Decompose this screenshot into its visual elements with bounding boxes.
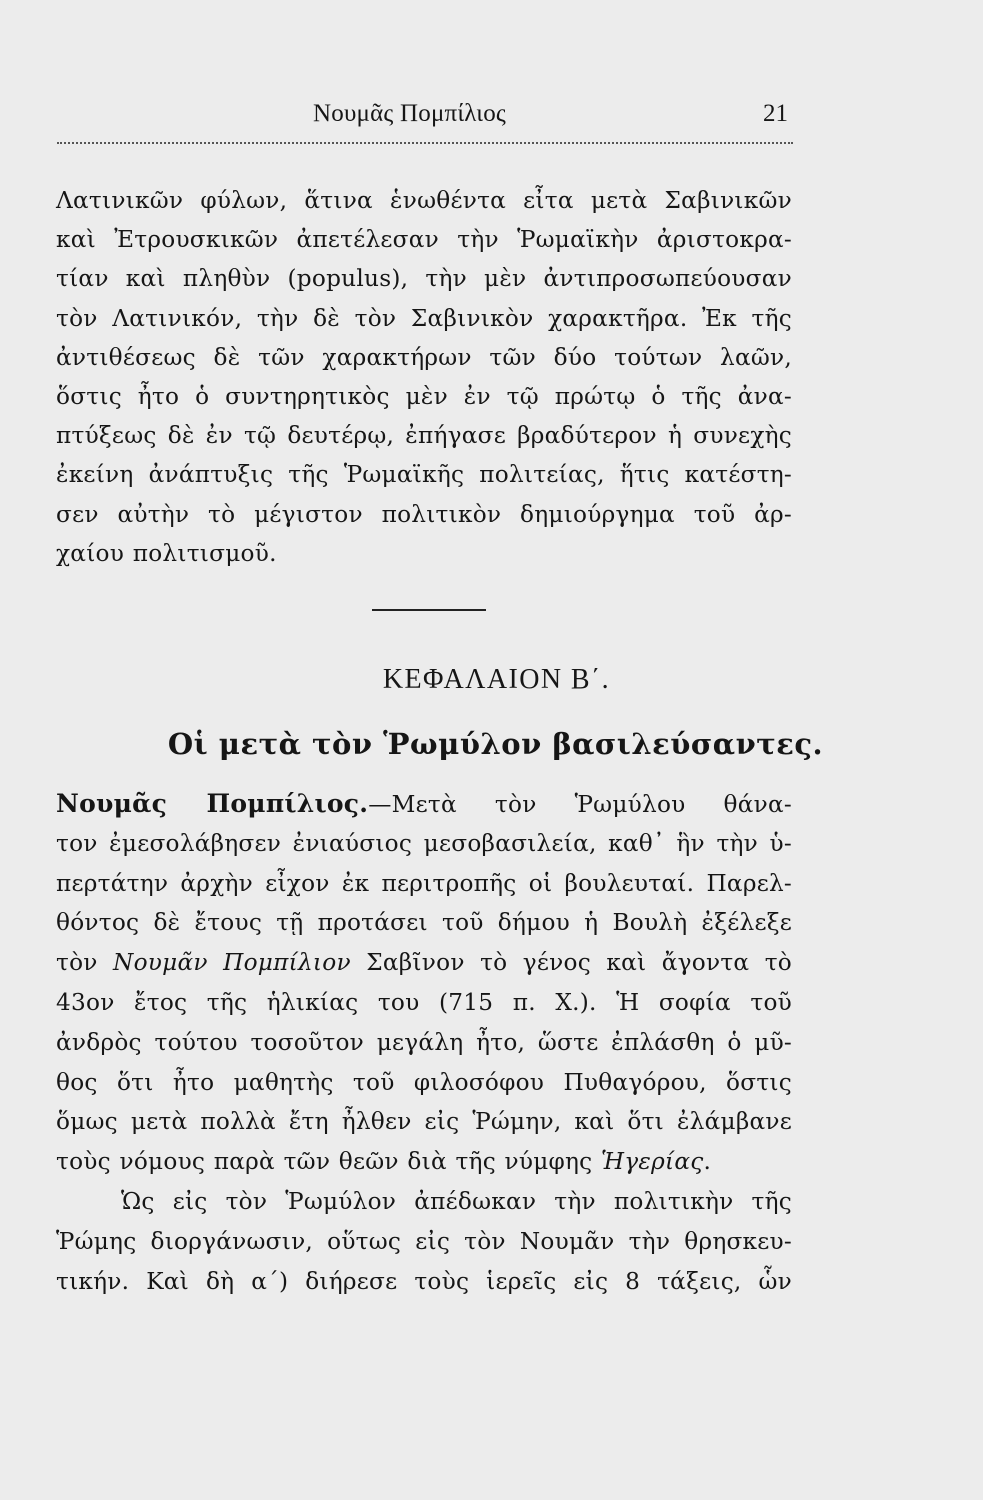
text-line: πτύξεως δὲ ἐν τῷ δευτέρῳ, ἐπήγασε βραδύτερον ἡ συνεχὴς bbox=[56, 422, 792, 450]
text-line: τίαν καὶ πληθὺν (populus), τὴν μὲν ἀντιπροσωπεύουσαν bbox=[56, 265, 792, 293]
section-first-line bbox=[56, 784, 792, 824]
run-in-heading: Νουμᾶς Πομπίλιος. bbox=[56, 789, 369, 818]
italic-egeria: Ἡγερίας bbox=[601, 1148, 704, 1176]
running-header bbox=[0, 96, 983, 136]
text-line: περτάτην ἀρχὴν εἶχον ἐκ περιτροπῆς οἱ βουλευταί. Παρελ- bbox=[56, 869, 792, 897]
text-line: καὶ Ἐτρουσκικῶν ἀπετέλεσαν τὴν Ῥωμαϊκὴν ἀριστοκρα- bbox=[56, 226, 792, 254]
running-title: Νουμᾶς Πομπίλιος bbox=[313, 100, 507, 127]
name-line-prefix: τὸν bbox=[56, 949, 114, 977]
header-dotted-rule bbox=[57, 142, 793, 144]
text-line: τικήν. Καὶ δὴ α΄) διήρεσε τοὺς ἱερεῖς εἰς 8 τάξεις, ὧν bbox=[56, 1267, 792, 1295]
egeria-line bbox=[56, 1142, 792, 1182]
text-line: τον ἐμεσολάβησεν ἐνιαύσιος μεσοβασιλεία, καθ᾿ ἣν τὴν ὑ- bbox=[56, 829, 792, 857]
text-line: ὅστις ἦτο ὁ συντηρητικὸς μὲν ἐν τῷ πρώτῳ ὁ τῆς ἀνα- bbox=[56, 382, 792, 410]
chapter-heading: ΚΕΦΑΛΑΙΟΝ Β΄. bbox=[382, 664, 611, 695]
text-line: 43ον ἔτος τῆς ἡλικίας του (715 π. Χ.). Ἡ σοφία τοῦ bbox=[56, 988, 792, 1016]
text-line: ἐκείνη ἀνάπτυξις τῆς Ῥωμαϊκῆς πολιτείας, ἥτις κατέστη- bbox=[56, 461, 792, 489]
section-body bbox=[56, 784, 792, 1301]
italic-name: Νουμᾶν Πομπίλιον bbox=[113, 949, 351, 977]
text-line: ἀντιθέσεως δὲ τῶν χαρακτήρων τῶν δύο τούτων λαῶν, bbox=[56, 343, 792, 371]
text-line: ἀνδρὸς τούτου τοσοῦτον μεγάλη ἦτο, ὥστε ἐπλάσθη ὁ μῦ- bbox=[56, 1028, 792, 1056]
text-line: τὸν Λατινικόν, τὴν δὲ τὸν Σαβινικὸν χαρακτῆρα. Ἐκ τῆς bbox=[56, 304, 792, 332]
name-line bbox=[56, 943, 792, 983]
text-line: θος ὅτι ἦτο μαθητὴς τοῦ φιλοσόφου Πυθαγόρου, ὅστις bbox=[56, 1068, 792, 1096]
paragraph-first-line: Ὡς εἰς τὸν Ῥωμύλον ἀπέδωκαν τὴν πολιτικὴν τῆς bbox=[121, 1187, 792, 1215]
section-divider bbox=[372, 609, 486, 611]
text-line: χαίου πολιτισμοῦ. bbox=[56, 539, 277, 567]
chapter-title: Οἱ μετὰ τὸν Ῥωμύλον βασιλεύσαντες. bbox=[167, 727, 824, 761]
egeria-line-prefix: τοὺς νόμους παρὰ τῶν θεῶν διὰ τῆς νύμφης bbox=[56, 1148, 602, 1176]
continuation-paragraph bbox=[56, 181, 792, 573]
text-line: ὅμως μετὰ πολλὰ ἔτη ἦλθεν εἰς Ῥώμην, καὶ ὅτι ἐλάμβανε bbox=[56, 1108, 792, 1136]
first-line-text: —Μετὰ τὸν Ῥωμύλου θάνα- bbox=[368, 791, 792, 818]
egeria-line-suffix: . bbox=[703, 1148, 712, 1176]
name-line-suffix: Σαβῖνον τὸ γένος καὶ ἄγοντα τὸ bbox=[350, 949, 793, 977]
text-line: σεν αὐτὴν τὸ μέγιστον πολιτικὸν δημιούργημα τοῦ ἀρ- bbox=[56, 500, 792, 528]
text-line: θόντος δὲ ἔτους τῇ προτάσει τοῦ δήμου ἡ Βουλὴ ἐξέλεξε bbox=[56, 909, 792, 937]
text-line: Ῥώμης διοργάνωσιν, οὕτως εἰς τὸν Νουμᾶν τὴν θρησκευ- bbox=[56, 1227, 792, 1255]
page-number: 21 bbox=[763, 100, 788, 127]
text-line: Λατινικῶν φύλων, ἅτινα ἑνωθέντα εἶτα μετὰ Σαβινικῶν bbox=[56, 187, 792, 214]
